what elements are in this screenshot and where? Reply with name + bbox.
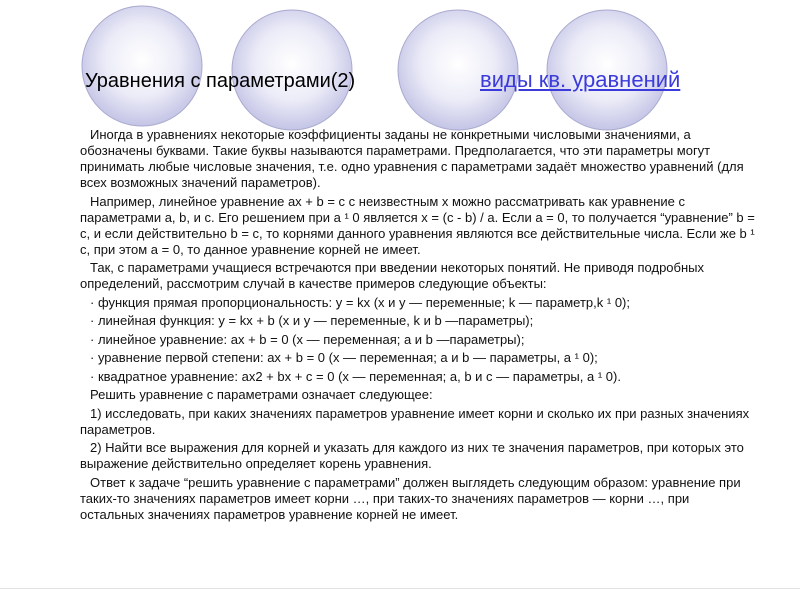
list-item-step: 1) исследовать, при каких значениях параметров уравнение имеет корни и сколько их при разных значениях параметров. bbox=[80, 405, 750, 437]
paragraph-example: Например, линейное уравнение ax + b = c с неизвестным x можно рассматривать как уравнение с параметрами a, b, и c. Его решением при a ¹ 0 является x = (c - b) / a. Если a = 0, то получается “уравнение” b = c, и если действительно b = c, то корнями данного уравнения являются все действительные числа. Если же b ¹ c, при этом a = 0, то данное уравнение корней не имеет. bbox=[80, 193, 755, 257]
list-item-step: 2) Найти все выражения для корней и указать для каждого из них те значения параметров, при которых это выражение действительно определяет корень уравнения. bbox=[80, 440, 744, 471]
decorative-circle bbox=[82, 6, 202, 126]
slide-body bbox=[80, 127, 755, 525]
list-item-example: · квадратное уравнение: ax2 + bx + c = 0 (x — переменная; a, b и c — параметры, a ¹ 0). bbox=[90, 368, 621, 384]
title-link-quadratic-types[interactable]: виды кв. уравнений bbox=[480, 67, 681, 92]
list-item-example: · уравнение первой степени: ax + b = 0 (x — переменная; a и b — параметры, a ¹ 0); bbox=[90, 350, 598, 365]
slide-title: Уравнения с параметрами(2) bbox=[85, 70, 356, 92]
paragraph-concepts: Так, с параметрами учащиеся встречаются при введении некоторых понятий. Не приводя подробных определений, рассмотрим случай в качестве примеров следующие объекты: bbox=[80, 260, 704, 291]
list-item-example: · функция прямая пропорциональность: y = kx (x и y — переменные; k — параметр,k ¹ 0); bbox=[90, 294, 630, 310]
paragraph-solve-intro: Решить уравнение с параметрами означает следующее: bbox=[90, 387, 433, 402]
divider bbox=[0, 588, 800, 589]
paragraph-intro: Иногда в уравнениях некоторые коэффициенты заданы не конкретными числовыми значениями, а обозначены буквами. Такие буквы называются параметрами. Предполагается, что эти параметры могут принимать любые числовые значения, т.е. одно уравнения с параметрами задаёт множество уравнений (для всех возможных значений параметров). bbox=[80, 127, 744, 190]
paragraph-answer: Ответ к задаче “решить уравнение с параметрами” должен выглядеть следующим образом: уравнение при таких-то значениях параметров имеет корни …, при таких-то значениях параметров — корни …, при остальных значениях параметров уравнение корней не имеет. bbox=[80, 474, 741, 522]
list-item-example: · линейное уравнение: ax + b = 0 (x — переменная; a и b —параметры); bbox=[90, 331, 525, 347]
list-item-example: · линейная функция: y = kx + b (x и y — переменные, k и b —параметры); bbox=[90, 313, 534, 328]
